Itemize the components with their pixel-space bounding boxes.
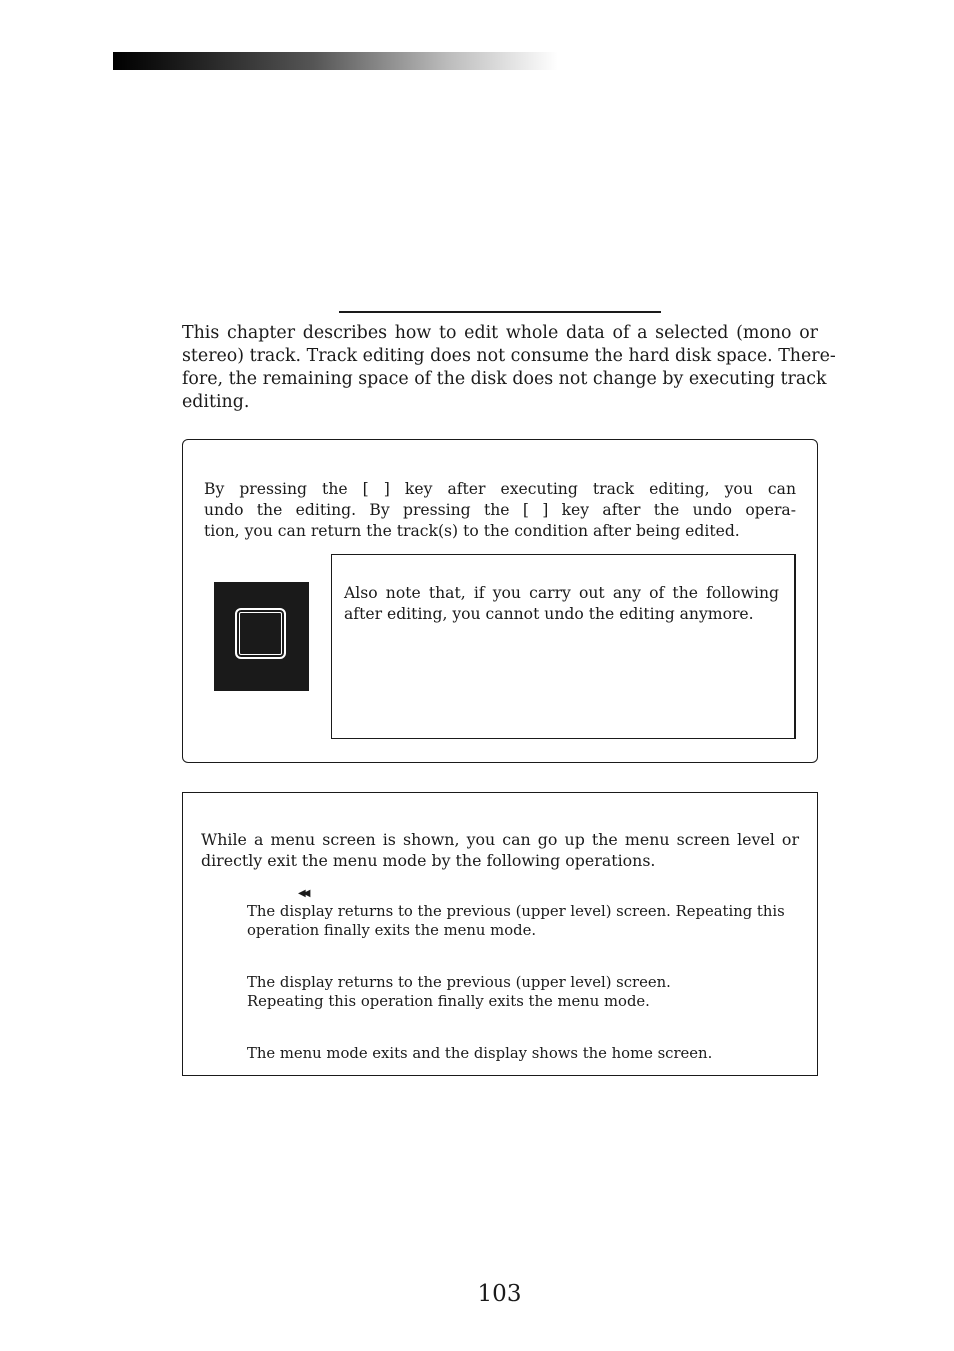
note-line: Also note that, if you carry out any of the following [344, 584, 779, 602]
header-gradient-bar [113, 52, 558, 70]
op-line: The display returns to the previous (upper level) screen. Repeating this [247, 903, 785, 920]
undo-paragraph [204, 479, 796, 542]
op-line: The menu mode exits and the display shows the home screen. [247, 1045, 713, 1062]
undo-line: undo the editing. By pressing the [ ] key after the undo opera- [204, 501, 796, 519]
menu-intro-line: directly exit the menu mode by the following operations. [201, 851, 656, 870]
operation-exit-description [247, 973, 671, 1011]
op-line: operation finally exits the menu mode. [247, 922, 537, 939]
section-title-rule [339, 311, 661, 313]
intro-line: stereo) track. Track editing does not consume the hard disk space. There- [182, 346, 836, 366]
note-icon [214, 582, 309, 691]
undo-line: tion, you can return the track(s) to the condition after being edited. [204, 522, 740, 540]
menu-intro-line: While a menu screen is shown, you can go up the menu screen level or [201, 830, 799, 849]
intro-paragraph [182, 322, 836, 414]
intro-line: This chapter describes how to edit whole data of a selected (mono or [182, 323, 818, 343]
op-line: Repeating this operation finally exits the menu mode. [247, 993, 650, 1010]
rewind-icon: ◀◀ [298, 888, 308, 899]
intro-line: fore, the remaining space of the disk does not change by executing track [182, 369, 827, 389]
op-line: The display returns to the previous (upper level) screen. [247, 974, 671, 991]
menu-intro-paragraph [201, 829, 799, 871]
operation-home-description [247, 1044, 712, 1063]
operation-rewind-description [247, 902, 785, 940]
note-paragraph [344, 583, 779, 625]
note-icon-square [235, 608, 286, 659]
note-panel [331, 554, 796, 739]
undo-line: By pressing the [ ] key after executing track editing, you can [204, 480, 796, 498]
intro-line: editing. [182, 392, 250, 412]
page-number: 103 [477, 1281, 522, 1307]
note-line: after editing, you cannot undo the editing anymore. [344, 605, 754, 623]
